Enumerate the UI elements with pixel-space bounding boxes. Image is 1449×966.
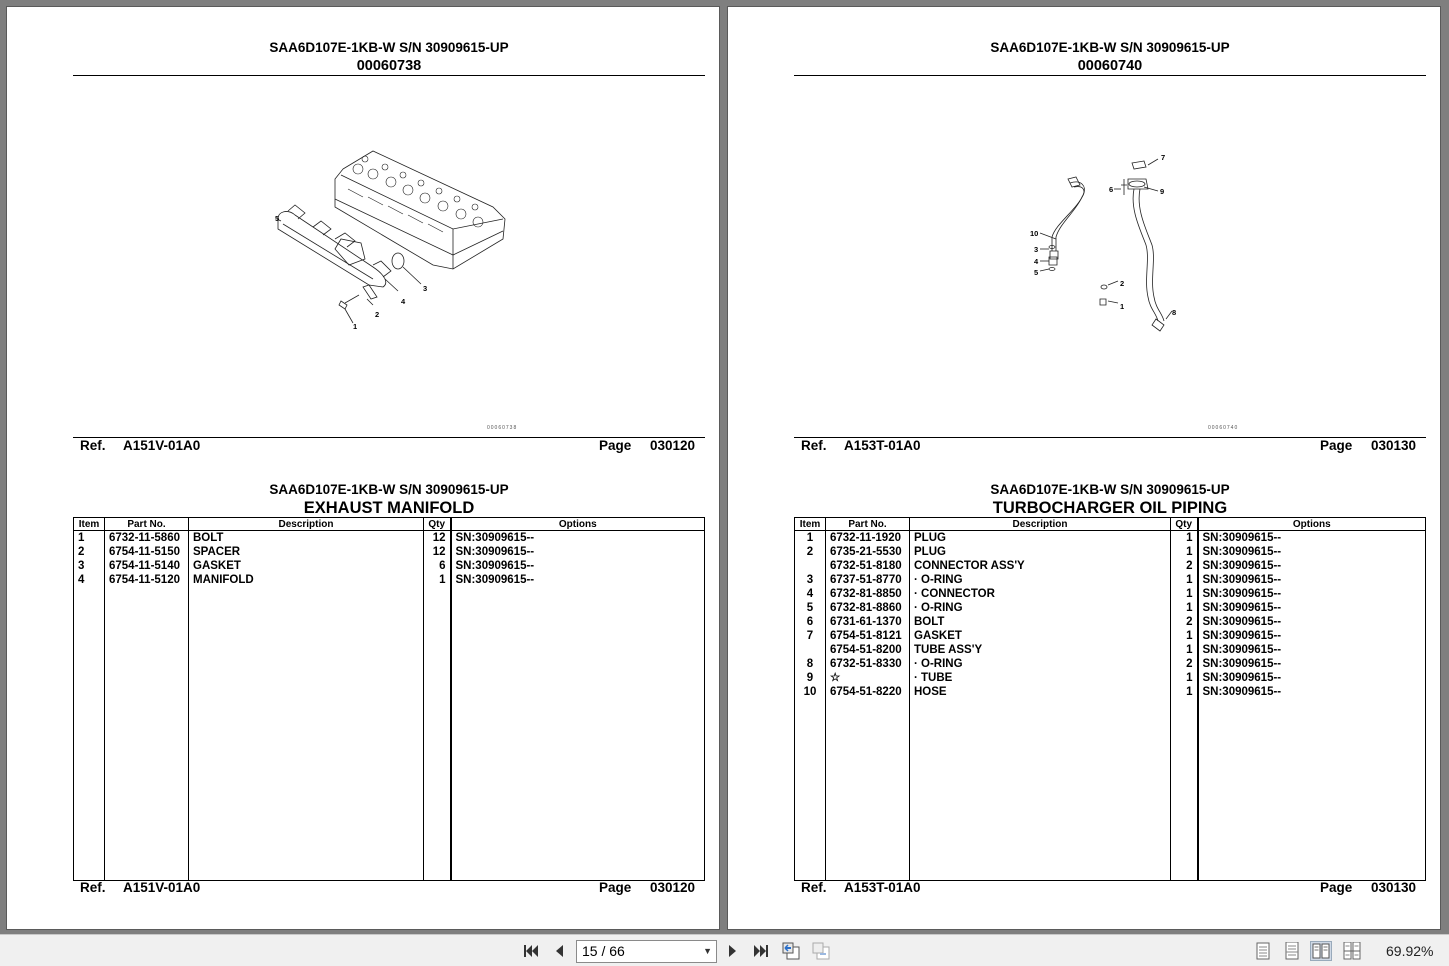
col-options: Options — [451, 518, 705, 531]
figure-number: 00060740 — [1077, 58, 1143, 74]
next-page-icon[interactable] — [722, 941, 744, 961]
first-page-icon[interactable] — [520, 941, 542, 961]
callout-4: 4 — [401, 297, 406, 306]
callout-7: 7 — [1161, 153, 1166, 162]
parts-table: Item Part No. Description Qty Options 1 6732-11-1920 PLUG 1 SN:30909615-- 2 6735-21-5530 PLUG 1 SN:30909615-- 6732-51-8180 CONNECTOR ASS'Y 2 SN:30909615-- 3 6737-51-8770 · O-RING 1 SN:30909615-- 4 6732-81-8850 · CONNECTOR 1 SN:30909615-- 5 6732-81-8860 · O-RING 1 SN:30909615-- 6 6731-61-1370 BOLT 2 SN:30909615-- 7 6754-51-8121 GASKET 1 SN:30909615-- 6754-51-8200 TUBE ASS'Y 1 SN:30909615-- 8 6732-51-8330 · O-RING 2 SN:30909615-- 9 ☆ · TUBE 1 SN:30909615-- 10 6754-51-8220 HOSE 1 SN:30909615-- — [794, 517, 1426, 881]
table-row: 5 6732-81-8860 · O-RING 1 SN:30909615-- — [795, 601, 1426, 615]
zoom-level[interactable]: 69.92% — [1386, 943, 1434, 959]
header-rule — [794, 75, 1426, 76]
table-row: 3 6754-11-5140 GASKET 6 SN:30909615-- — [74, 559, 705, 573]
table-row: 6754-51-8200 TUBE ASS'Y 1 SN:30909615-- — [795, 643, 1426, 657]
figure-code-small: 00060738 — [487, 425, 518, 431]
callout-3: 3 — [1034, 245, 1039, 254]
figure-number: 00060738 — [356, 58, 422, 74]
page-header-model: SAA6D107E-1KB-W S/N 30909615-UP — [990, 40, 1230, 55]
facing-view-icon[interactable] — [1310, 941, 1332, 961]
table-row: 8 6732-51-8330 · O-RING 2 SN:30909615-- — [795, 657, 1426, 671]
continuous-view-icon[interactable] — [1281, 941, 1303, 961]
table-row: 9 ☆ · TUBE 1 SN:30909615-- — [795, 671, 1426, 685]
table-row: 10 6754-51-8220 HOSE 1 SN:30909615-- — [795, 685, 1426, 699]
page-ref-top — [73, 438, 705, 458]
last-page-icon[interactable] — [750, 941, 772, 961]
page-ref-top: Ref. A153T-01A0 Page 030130 — [801, 438, 1417, 453]
table-row: 4 6732-81-8850 · CONNECTOR 1 SN:30909615-- — [795, 587, 1426, 601]
callout-6: 6 — [1109, 185, 1114, 194]
table-row: 4 6754-11-5120 MANIFOLD 1 SN:30909615-- — [74, 573, 705, 587]
table-title: TURBOCHARGER OIL PIPING — [992, 499, 1228, 517]
callout-2: 2 — [375, 310, 380, 319]
exhaust-manifold-illustration — [73, 79, 705, 439]
table-row: 6 6731-61-1370 BOLT 2 SN:30909615-- — [795, 615, 1426, 629]
col-item: Item — [74, 518, 105, 531]
table-title: EXHAUST MANIFOLD — [303, 499, 475, 517]
col-part: Part No. — [105, 518, 189, 531]
callout-5: 5 — [275, 214, 280, 223]
page-ref-bottom: Ref. A153T-01A0 Page 030130 — [801, 880, 1417, 895]
callout-5: 5 — [1034, 268, 1039, 277]
pdf-page-left — [6, 6, 720, 930]
chevron-down-icon[interactable]: ▼ — [703, 946, 712, 956]
table-model: SAA6D107E-1KB-W S/N 30909615-UP — [990, 482, 1230, 497]
callout-9: 9 — [1160, 187, 1165, 196]
navigation-toolbar — [0, 934, 1449, 966]
callout-1: 1 — [1120, 302, 1125, 311]
callout-4: 4 — [1034, 257, 1039, 266]
ref-label: Ref. — [80, 438, 106, 453]
parts-table — [73, 517, 705, 881]
figure-code-small: 00060740 — [1208, 425, 1239, 431]
go-back-icon[interactable] — [780, 941, 802, 961]
page-label: Page — [599, 438, 632, 453]
table-row: 2 6735-21-5530 PLUG 1 SN:30909615-- — [795, 545, 1426, 559]
col-qty: Qty — [424, 518, 451, 531]
table-model: SAA6D107E-1KB-W S/N 30909615-UP — [269, 482, 509, 497]
page-value: 030120 — [650, 438, 696, 453]
go-forward-icon[interactable] — [810, 941, 832, 961]
callout-8: 8 — [1172, 308, 1177, 317]
table-row: 3 6737-51-8770 · O-RING 1 SN:30909615-- — [795, 573, 1426, 587]
table-row: 6732-51-8180 CONNECTOR ASS'Y 2 SN:30909615-- — [795, 559, 1426, 573]
ref-value: A151V-01A0 — [123, 438, 201, 453]
single-page-view-icon[interactable] — [1252, 941, 1274, 961]
page-number-input[interactable]: 15 / 66 ▼ — [576, 940, 717, 963]
callout-10: 10 — [1030, 229, 1039, 238]
table-row: 2 6754-11-5150 SPACER 12 SN:30909615-- — [74, 545, 705, 559]
turbocharger-oil-piping-illustration — [794, 79, 1426, 439]
col-desc: Description — [189, 518, 424, 531]
pdf-page-right — [727, 6, 1441, 930]
table-row: 1 6732-11-1920 PLUG 1 SN:30909615-- — [795, 531, 1426, 546]
callout-3: 3 — [423, 284, 428, 293]
callout-2: 2 — [1120, 279, 1125, 288]
prev-page-icon[interactable] — [548, 941, 570, 961]
page-ref-bottom: Ref. A151V-01A0 Page 030120 — [80, 880, 696, 895]
table-filler — [795, 699, 1426, 881]
table-row: 1 6732-11-5860 BOLT 12 SN:30909615-- — [74, 531, 705, 546]
continuous-facing-view-icon[interactable] — [1341, 941, 1363, 961]
table-filler — [74, 587, 705, 881]
page-header-model: SAA6D107E-1KB-W S/N 30909615-UP — [269, 40, 509, 55]
table-row: 7 6754-51-8121 GASKET 1 SN:30909615-- — [795, 629, 1426, 643]
callout-1: 1 — [353, 322, 358, 331]
header-rule — [73, 75, 705, 76]
